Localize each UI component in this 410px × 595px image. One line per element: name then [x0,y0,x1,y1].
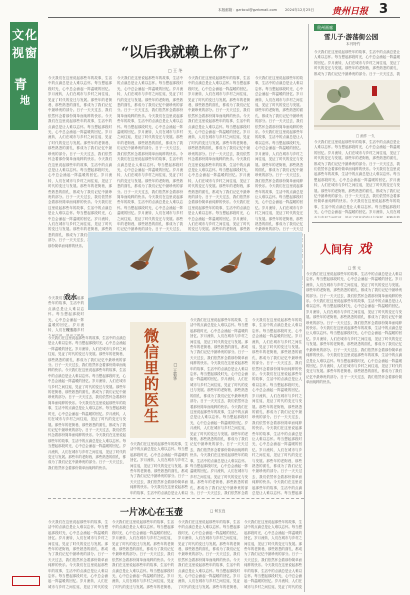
renjianyou-title: 人间有 [320,243,353,256]
ducks-painting [88,232,302,310]
bottom-column-4 [244,520,302,590]
masthead-rule [48,17,400,18]
section-banner [10,22,38,130]
bottom-column-3 [178,520,240,590]
lead-byline: □ 王 冬 [168,68,183,73]
renjianyou-title-accent: 戏 [358,242,372,257]
left-side-column [48,296,84,336]
section-title-2: 视窗 [12,46,39,60]
gallery-painting [314,80,400,130]
doctor-byline: □ 王菊华 [173,362,178,381]
corner-marker [12,576,40,586]
renjianyou-heading [320,238,402,266]
gallery-title: 雪儿子·游荡街公园 [324,33,379,41]
bottom-byline: □ 何玉良 [210,509,226,513]
bottom-column-1 [48,520,108,590]
section-divider [48,498,304,499]
masthead-date: 2024年12月25日 [285,8,315,12]
middle-column-1 [48,336,126,474]
bottom-title: 一片冰心在玉壶 [120,508,184,518]
painting-title: 戏水 [64,293,77,301]
bottom-column-2 [112,520,174,590]
section-title-1: 文化 [12,28,39,42]
section-title-3: 青 [14,78,28,93]
doctor-column-1 [130,442,188,496]
page-number: 3 [379,2,389,17]
middle-column-2 [190,318,248,496]
gallery-tag: 贵州画廊 [314,24,336,31]
paper-logo: 贵州日报 [332,7,369,17]
renjianyou-byline: □ 张 元 [348,266,361,270]
doctor-title-box [130,322,186,438]
doctor-title: 微信里的医生 [142,328,160,424]
gallery-intro [314,50,400,76]
gallery-text [314,140,400,218]
painting-author: 程玉洁 [66,328,77,332]
right-divider [304,234,305,592]
masthead-url: 本版邮箱：gzrbcul@gzrbmail.com [218,8,278,12]
middle-column-3 [252,318,302,496]
lead-headline: “以后我就赖上你了” [120,45,250,61]
landscape-painting [314,80,400,130]
renjianyou-column-a [306,272,402,592]
gallery-rule [312,222,402,223]
section-title-4: 地 [20,96,30,107]
bird-painting [88,232,302,310]
gallery-author: 本刊特约 [346,42,361,46]
gallery-caption: □ 画作 一九 [356,134,375,138]
column-divider [308,24,309,232]
